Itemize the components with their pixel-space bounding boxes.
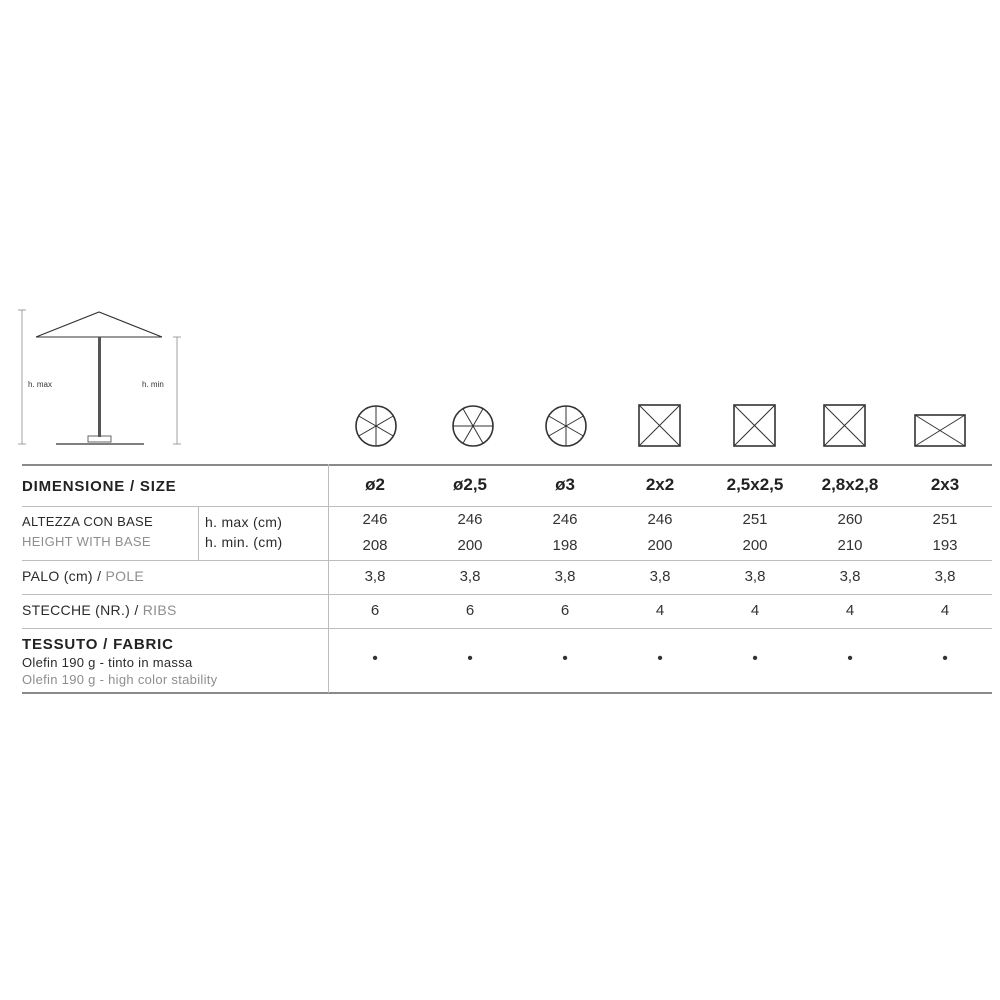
hmin-cell: 200 [742,537,768,554]
hmax-cell: 260 [837,511,863,528]
size-header: 2,8x2,8 [821,475,879,494]
row-divider [22,628,992,629]
height-row-label-en: HEIGHT WITH BASE [22,534,151,549]
hmax-cell: 251 [932,511,958,528]
row-divider [22,560,992,561]
hmax-cell: 246 [362,511,388,528]
hmax-sublabel: h. max (cm) [205,514,283,530]
size-header: 2x2 [645,475,675,494]
h-min-label: h. min [142,380,164,389]
size-header: ø2 [365,475,385,494]
table-bottom-line [22,692,992,694]
fabric-cell: • [467,650,473,667]
fabric-cell: • [372,650,378,667]
size-header: ø2,5 [452,475,488,494]
ribs-cell: 6 [465,602,475,619]
fabric-cell: • [562,650,568,667]
round-6-ribs-icon [451,404,495,448]
umbrella-diagram [14,300,189,452]
pole-cell: 3,8 [839,568,861,585]
hmax-cell: 251 [742,511,768,528]
ribs-cell: 6 [560,602,570,619]
pole-cell: 3,8 [554,568,576,585]
pole [98,337,101,437]
fabric-desc-it: Olefin 190 g - tinto in massa [22,655,193,670]
fabric-cell: • [847,650,853,667]
hmin-sublabel: h. min. (cm) [205,534,283,550]
pole-cell: 3,8 [459,568,481,585]
hmax-cell: 246 [457,511,483,528]
canopy [36,312,162,337]
hmin-cell: 193 [932,537,958,554]
size-header: 2x3 [930,475,960,494]
ribs-cell: 4 [845,602,855,619]
hmax-cell: 246 [647,511,673,528]
fabric-row-label: TESSUTO / FABRIC [22,636,174,653]
row-divider [22,594,992,595]
pole-cell: 3,8 [649,568,671,585]
hmax-cell: 246 [552,511,578,528]
fabric-cell: • [942,650,948,667]
hmin-cell: 198 [552,537,578,554]
fabric-cell: • [657,650,663,667]
table-top-line [22,464,992,466]
pole-row-label: PALO (cm) / POLE [22,568,145,584]
size-header: 2,5x2,5 [726,475,784,494]
hmin-cell: 200 [647,537,673,554]
round-6-ribs-icon [544,404,588,448]
rectangle-4-ribs-icon [914,414,966,447]
fabric-cell: • [752,650,758,667]
height-row-label-it: ALTEZZA CON BASE [22,514,153,529]
square-4-ribs-icon [823,404,866,447]
pole-cell: 3,8 [934,568,956,585]
fabric-desc-en: Olefin 190 g - high color stability [22,672,218,687]
row-divider [22,506,992,507]
hmin-cell: 200 [457,537,483,554]
round-6-ribs-icon [354,404,398,448]
h-max-label: h. max [28,380,53,389]
ribs-cell: 4 [750,602,760,619]
size-header: ø3 [555,475,575,494]
column-divider [198,507,199,560]
square-4-ribs-icon [638,404,681,447]
pole-cell: 3,8 [744,568,766,585]
ribs-row-label: STECCHE (NR.) / RIBS [22,602,177,618]
hmin-cell: 210 [837,537,863,554]
square-4-ribs-icon [733,404,776,447]
size-row-label: DIMENSIONE / SIZE [22,478,177,495]
hmin-cell: 208 [362,537,388,554]
ribs-cell: 4 [655,602,665,619]
ribs-cell: 6 [370,602,380,619]
ribs-cell: 4 [940,602,950,619]
pole-cell: 3,8 [364,568,386,585]
